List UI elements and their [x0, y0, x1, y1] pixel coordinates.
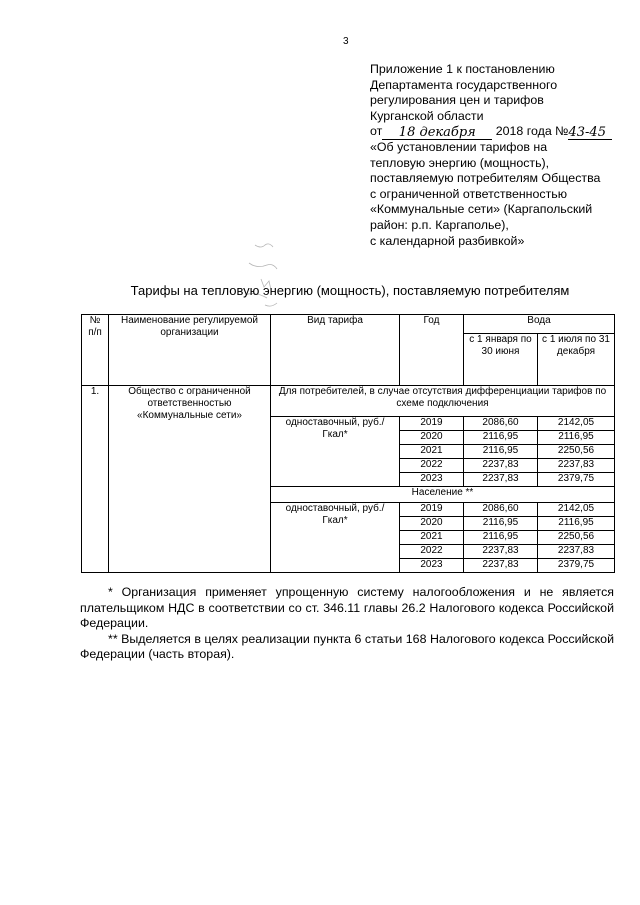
appendix-header	[370, 62, 620, 249]
appendix-subject-line: тепловую энергию (мощность),	[370, 155, 550, 170]
value-cell: 2086,60	[464, 417, 538, 431]
value-cell: 2237,83	[464, 473, 538, 487]
year-cell: 2021	[400, 445, 464, 459]
header-num: № п/п	[82, 315, 109, 386]
header-year: Год	[400, 315, 464, 386]
handwritten-date: 18 декабря	[382, 125, 492, 140]
tariff-table	[81, 314, 615, 573]
value-cell: 2237,83	[464, 545, 538, 559]
value-cell: 2379,75	[538, 473, 615, 487]
year-cell: 2023	[400, 559, 464, 573]
footnote-population: ** Выделяется в целях реализации пункта 6 статьи 168 Налогового кодекса Российской Федерации (часть вторая).	[80, 631, 614, 662]
header-organization: Наименование регулируемой организации	[109, 315, 271, 386]
appendix-subject-line: поставляемую потребителям Общества	[370, 171, 601, 186]
value-cell: 2237,83	[464, 459, 538, 473]
value-cell: 2116,95	[464, 431, 538, 445]
appendix-subject-line: с ограниченной ответственностью	[370, 186, 568, 201]
header-water: Вода	[464, 315, 615, 334]
appendix-subject-line: «Об установлении тарифов на	[370, 139, 548, 154]
year-cell: 2019	[400, 503, 464, 517]
appendix-subject-line: с календарной разбивкой»	[370, 233, 525, 248]
appendix-subject-line: «Коммунальные сети» (Каргапольский	[370, 202, 593, 217]
tariff-label-2: одноставочный, руб./Гкал*	[271, 503, 400, 573]
appendix-line: Курганской области	[370, 108, 484, 123]
year-cell: 2019	[400, 417, 464, 431]
value-cell: 2142,05	[538, 417, 615, 431]
value-cell: 2237,83	[538, 545, 615, 559]
value-cell: 2116,95	[464, 517, 538, 531]
document-title: Тарифы на тепловую энергию (мощность), поставляемую потребителям	[130, 283, 570, 298]
section2-title: Население **	[271, 487, 615, 503]
appendix-line: Приложение 1 к постановлению	[370, 62, 555, 76]
header-period-2: с 1 июля по 31 декабря	[538, 334, 615, 386]
year-cell: 2021	[400, 531, 464, 545]
appendix-line: регулирования цен и тарифов	[370, 93, 544, 108]
section1-title: Для потребителей, в случае отсутствия дифференциации тарифов по схеме подключения	[271, 386, 615, 417]
appendix-line: Департамента государственного	[370, 77, 558, 92]
handwritten-number: 43-45	[568, 125, 612, 140]
year-cell: 2022	[400, 459, 464, 473]
value-cell: 2116,95	[464, 531, 538, 545]
date-suffix: 2018 года №	[495, 124, 569, 139]
page-number: 3	[343, 36, 349, 47]
year-cell: 2023	[400, 473, 464, 487]
header-tariff-type: Вид тарифа	[271, 315, 400, 386]
value-cell: 2250,56	[538, 531, 615, 545]
value-cell: 2086,60	[464, 503, 538, 517]
stamp-residue	[225, 235, 295, 325]
footnotes	[80, 585, 614, 663]
date-prefix: от	[370, 124, 383, 139]
organization-name: Общество с ограниченной ответственностью «Коммунальные сети»	[109, 386, 271, 573]
year-cell: 2020	[400, 517, 464, 531]
appendix-subject-line: район: р.п. Каргаполье),	[370, 217, 509, 232]
tariff-label-1: одноставочный, руб./Гкал*	[271, 417, 400, 487]
value-cell: 2116,95	[538, 517, 615, 531]
year-cell: 2020	[400, 431, 464, 445]
value-cell: 2250,56	[538, 445, 615, 459]
value-cell: 2379,75	[538, 559, 615, 573]
value-cell: 2237,83	[464, 559, 538, 573]
value-cell: 2142,05	[538, 503, 615, 517]
value-cell: 2237,83	[538, 459, 615, 473]
row-number: 1.	[82, 386, 109, 573]
value-cell: 2116,95	[464, 445, 538, 459]
footnote-vat: * Организация применяет упрощенную систему налогообложения и не является плательщиком НДС в соответствии со ст. 346.11 главы 26.2 Налогового кодекса Российской Федерации.	[80, 585, 614, 631]
header-period-1: с 1 января по 30 июня	[464, 334, 538, 386]
appendix-date-line	[370, 124, 620, 140]
value-cell: 2116,95	[538, 431, 615, 445]
year-cell: 2022	[400, 545, 464, 559]
